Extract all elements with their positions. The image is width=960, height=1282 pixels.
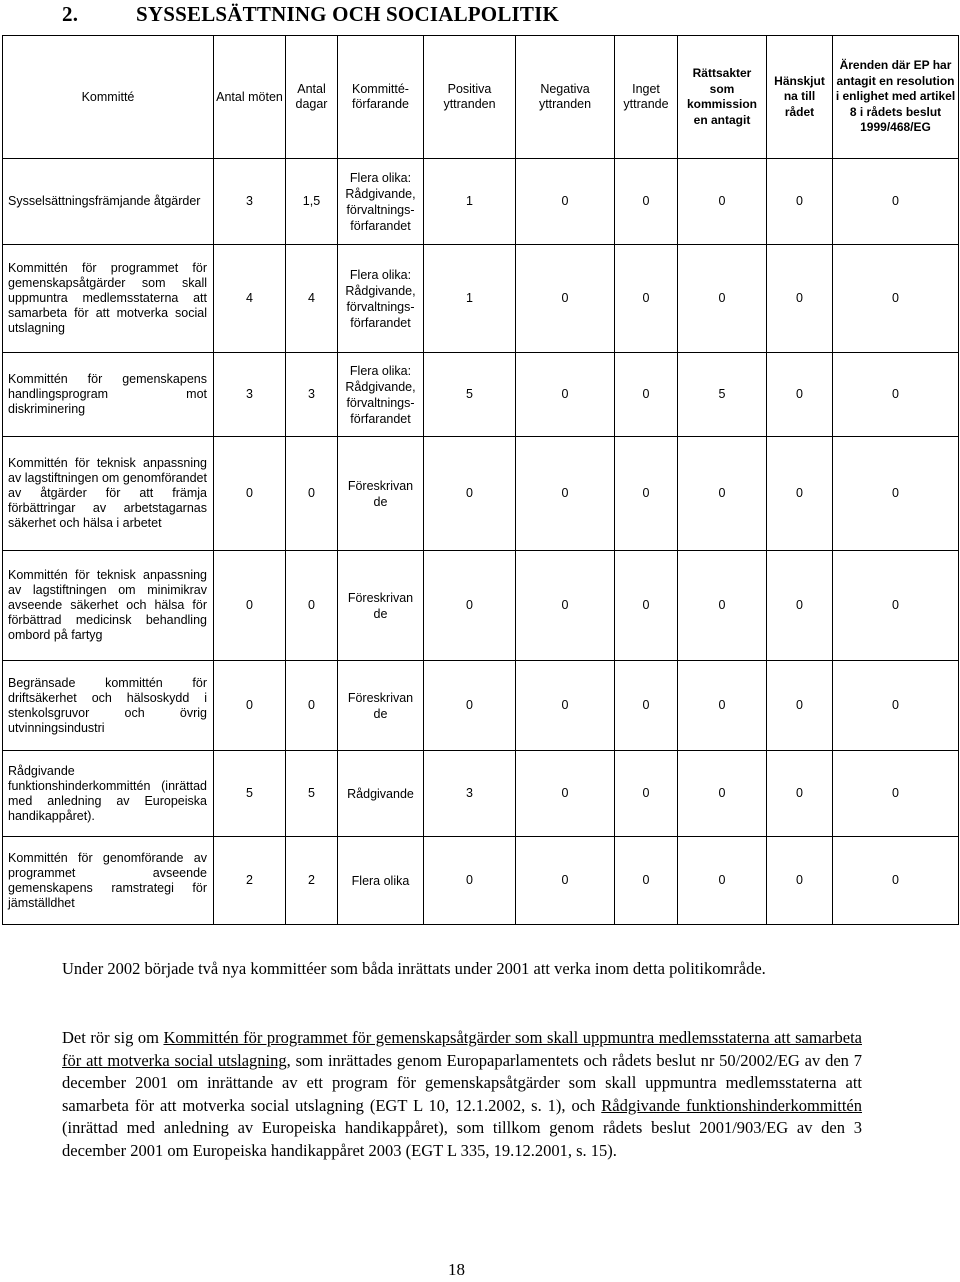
cell-hanskjutna: 0: [767, 159, 833, 245]
cell-inget: 0: [615, 551, 678, 661]
table-row: [3, 751, 959, 837]
cell-negativa: 0: [516, 661, 615, 751]
cell-positiva: 0: [424, 551, 516, 661]
table-row: [3, 661, 959, 751]
paragraph-details-text-2: , som inrättades genom Europaparlamentets och rådets beslut nr 50/2002/EG av den 7 december 2001 om inrättande av ett program för gemenskapsåtgärder som skall uppmuntra medlemsstaterna att samarbeta för att motverka social utslagning (EGT L 10, 12.1.2002, s. 1), och: [62, 1050, 863, 1115]
cell-antal-dagar: 0: [286, 661, 338, 751]
header-kommittefarfarande: Kommitté-förfarande: [338, 36, 424, 159]
cell-antal-moten: 0: [214, 551, 286, 661]
cell-negativa: 0: [516, 837, 615, 925]
cell-positiva: 3: [424, 751, 516, 837]
header-kommitte: Kommitté: [3, 36, 214, 159]
cell-forfarande: Flera olika: Rådgivande, förvaltnings-förfarandet: [338, 159, 424, 245]
table-row: [3, 159, 959, 245]
cell-positiva: 5: [424, 353, 516, 437]
committee-table: [2, 35, 959, 925]
cell-arenden: 0: [833, 661, 959, 751]
header-positiva: Positiva yttranden: [424, 36, 516, 159]
section-number: 2.: [62, 2, 79, 26]
cell-forfarande: Föreskrivan de: [338, 437, 424, 551]
row-name: Kommittén för gemenskapens handlingsprogram mot diskriminering: [3, 353, 214, 437]
committee-reference-1: Kommittén för programmet för gemenskapsåtgärder som skall uppmuntra medlemsstaterna att samarbeta för att motverka social utslagning: [62, 1028, 862, 1070]
cell-inget: 0: [615, 159, 678, 245]
cell-antal-dagar: 0: [286, 551, 338, 661]
header-antal-dagar: Antal dagar: [286, 36, 338, 159]
cell-positiva: 1: [424, 245, 516, 353]
table-row: [3, 245, 959, 353]
row-name: Begränsade kommittén för driftsäkerhet och hälsoskydd i stenkolsgruvor och övrig utvinningsindustri: [3, 661, 214, 751]
row-name: Kommittén för teknisk anpassning av lagstiftningen om minimikrav avseende säkerhet och hälsa för förbättrad medicinsk behandling ombord på fartyg: [3, 551, 214, 661]
cell-antal-dagar: 0: [286, 437, 338, 551]
row-name: Kommittén för genomförande av programmet avseende gemenskapens ramstrategi för jämställdhet: [3, 837, 214, 925]
paragraph-details-text-1: Det rör sig om: [62, 1028, 164, 1047]
page-number: 18: [448, 1260, 465, 1279]
cell-negativa: 0: [516, 245, 615, 353]
header-hanskjutna: Hänskjut na till rådet: [767, 36, 833, 159]
cell-negativa: 0: [516, 551, 615, 661]
paragraph-details-text-3: (inrättad med anledning av Europeiska handikappåret), som tillkom genom rådets beslut 2001/903/EG av den 3 december 2001 om Europeiska handikappåret 2003 (EGT L 335, 19.12.2001, s. 15).: [62, 1118, 862, 1160]
table-header-row: [3, 36, 959, 159]
cell-inget: 0: [615, 837, 678, 925]
cell-positiva: 0: [424, 661, 516, 751]
cell-positiva: 1: [424, 159, 516, 245]
row-name: Sysselsättningsfrämjande åtgärder: [3, 159, 214, 245]
cell-forfarande: Flera olika: [338, 837, 424, 925]
cell-antal-dagar: 5: [286, 751, 338, 837]
row-name: Kommittén för programmet för gemenskapsåtgärder som skall uppmuntra medlemsstaterna att samarbeta för att motverka social utslagning: [3, 245, 214, 353]
cell-forfarande: Flera olika: Rådgivande, förvaltnings-förfarandet: [338, 245, 424, 353]
cell-antal-moten: 4: [214, 245, 286, 353]
cell-antal-dagar: 1,5: [286, 159, 338, 245]
cell-forfarande: Föreskrivan de: [338, 661, 424, 751]
cell-arenden: 0: [833, 437, 959, 551]
cell-arenden: 0: [833, 551, 959, 661]
table-row: [3, 353, 959, 437]
cell-rattsakter: 0: [678, 245, 767, 353]
row-name: Kommittén för teknisk anpassning av lagstiftningen om genomförandet av åtgärder för att främja förbättringar av arbetstagarnas säkerhet och hälsa i arbetet: [3, 437, 214, 551]
section-heading: [62, 2, 559, 27]
cell-rattsakter: 0: [678, 661, 767, 751]
table-row: [3, 837, 959, 925]
cell-inget: 0: [615, 661, 678, 751]
cell-negativa: 0: [516, 751, 615, 837]
cell-arenden: 0: [833, 159, 959, 245]
paragraph-intro: Under 2002 började två nya kommittéer som båda inrättats under 2001 att verka inom detta politikområde.: [62, 959, 766, 978]
cell-positiva: 0: [424, 837, 516, 925]
cell-forfarande: Rådgivande: [338, 751, 424, 837]
cell-arenden: 0: [833, 837, 959, 925]
cell-rattsakter: 0: [678, 751, 767, 837]
cell-rattsakter: 0: [678, 551, 767, 661]
cell-arenden: 0: [833, 353, 959, 437]
cell-rattsakter: 0: [678, 437, 767, 551]
cell-rattsakter: 0: [678, 837, 767, 925]
committee-reference-2: Rådgivande funktionshinderkommittén: [601, 1095, 862, 1115]
cell-negativa: 0: [516, 159, 615, 245]
cell-antal-dagar: 4: [286, 245, 338, 353]
cell-hanskjutna: 0: [767, 353, 833, 437]
cell-antal-moten: 0: [214, 437, 286, 551]
cell-positiva: 0: [424, 437, 516, 551]
cell-forfarande: Föreskrivan de: [338, 551, 424, 661]
cell-rattsakter: 0: [678, 159, 767, 245]
cell-inget: 0: [615, 245, 678, 353]
cell-hanskjutna: 0: [767, 437, 833, 551]
cell-antal-dagar: 2: [286, 837, 338, 925]
header-antal-moten: Antal möten: [214, 36, 286, 159]
header-negativa: Negativa yttranden: [516, 36, 615, 159]
header-arenden: Ärenden där EP har antagit en resolution i enlighet med artikel 8 i rådets beslut 1999/468/EG: [833, 36, 959, 159]
cell-negativa: 0: [516, 353, 615, 437]
cell-forfarande: Flera olika: Rådgivande, förvaltnings-förfarandet: [338, 353, 424, 437]
paragraph-details: [62, 1027, 862, 1162]
cell-inget: 0: [615, 437, 678, 551]
cell-hanskjutna: 0: [767, 245, 833, 353]
cell-antal-moten: 2: [214, 837, 286, 925]
cell-antal-moten: 3: [214, 353, 286, 437]
cell-hanskjutna: 0: [767, 837, 833, 925]
cell-hanskjutna: 0: [767, 751, 833, 837]
cell-antal-dagar: 3: [286, 353, 338, 437]
section-title: SYSSELSÄTTNING OCH SOCIALPOLITIK: [136, 2, 560, 26]
cell-rattsakter: 5: [678, 353, 767, 437]
cell-arenden: 0: [833, 751, 959, 837]
cell-hanskjutna: 0: [767, 661, 833, 751]
cell-antal-moten: 5: [214, 751, 286, 837]
row-name: Rådgivande funktionshinderkommittén (inrättad med anledning av Europeiska handikappåret).: [3, 751, 214, 837]
cell-inget: 0: [615, 353, 678, 437]
header-inget: Inget yttrande: [615, 36, 678, 159]
cell-arenden: 0: [833, 245, 959, 353]
table-row: [3, 551, 959, 661]
cell-inget: 0: [615, 751, 678, 837]
cell-hanskjutna: 0: [767, 551, 833, 661]
header-rattsakter: Rättsakter som kommission en antagit: [678, 36, 767, 159]
table-row: [3, 437, 959, 551]
cell-negativa: 0: [516, 437, 615, 551]
cell-antal-moten: 0: [214, 661, 286, 751]
cell-antal-moten: 3: [214, 159, 286, 245]
